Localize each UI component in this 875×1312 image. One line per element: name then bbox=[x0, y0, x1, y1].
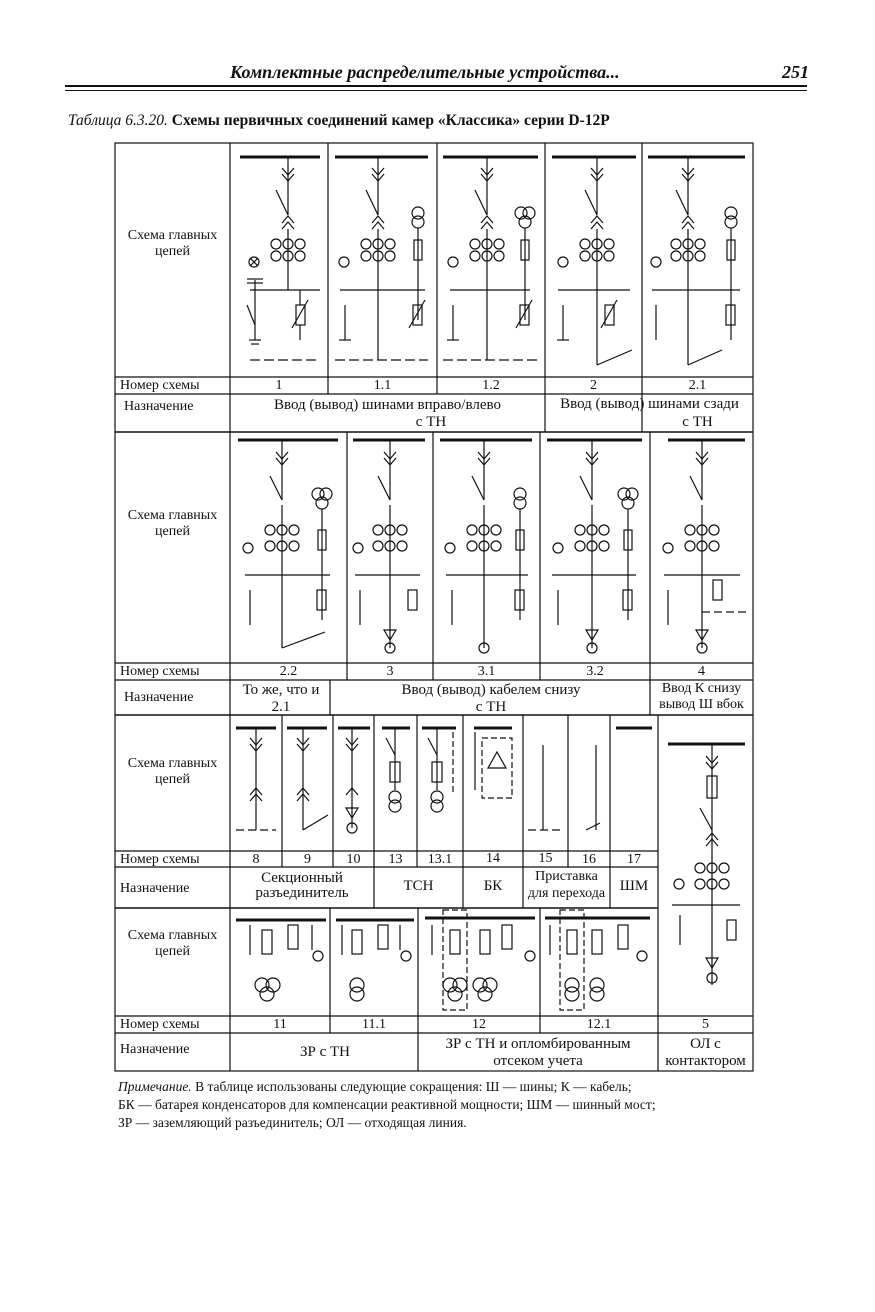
purpose-text: Приставка bbox=[535, 869, 598, 884]
purpose-text: Ввод К снизу bbox=[661, 681, 742, 696]
purpose-text: БК bbox=[483, 878, 503, 894]
scheme-number: 17 bbox=[627, 852, 641, 867]
scheme-number: 13.1 bbox=[427, 852, 453, 867]
row-label-scheme-4: Схема главных цепей bbox=[127, 928, 218, 959]
scheme-8-drawing bbox=[236, 728, 276, 830]
row-label-scheme-2: Схема главных цепей bbox=[127, 508, 218, 539]
scheme-number: 2 bbox=[590, 378, 597, 393]
scheme-11-1-drawing bbox=[336, 920, 414, 1001]
table-caption-title: Схемы первичных соединений камер «Классика» серии D-12P bbox=[171, 112, 610, 129]
scheme-2-2-drawing bbox=[238, 440, 338, 648]
scheme-number: 13 bbox=[388, 852, 403, 867]
table-note bbox=[118, 1078, 778, 1132]
scheme-5-drawing bbox=[668, 744, 745, 985]
purpose-text: с ТН bbox=[682, 414, 713, 430]
scheme-number: 5 bbox=[702, 1017, 709, 1032]
note-label: Примечание. bbox=[118, 1079, 192, 1094]
scheme-number: 16 bbox=[582, 852, 596, 867]
purpose-text: Секционный bbox=[261, 870, 343, 886]
scheme-number: 3.1 bbox=[477, 664, 496, 679]
purpose-text: Ввод (вывод) шинами вправо/влево bbox=[274, 397, 501, 413]
row-label-number-1: Номер схемы bbox=[120, 378, 200, 393]
row-label-number-3: Номер схемы bbox=[120, 852, 200, 867]
page-number: 251 bbox=[782, 62, 809, 82]
purpose-text: 2.1 bbox=[271, 699, 291, 715]
purpose-text: ЗР с ТН bbox=[299, 1044, 350, 1060]
note-line-3: ЗР — заземляющий разъединитель; ОЛ — отходящая линия. bbox=[118, 1115, 467, 1130]
scheme-10-drawing bbox=[338, 728, 370, 833]
note-line-1 bbox=[118, 1078, 778, 1096]
purpose-text: вывод Ш вбок bbox=[659, 697, 744, 712]
purpose-text: контактором bbox=[665, 1053, 746, 1069]
scheme-number: 1 bbox=[275, 378, 283, 393]
purpose-text: разъединитель bbox=[255, 885, 349, 901]
scheme-number: 12 bbox=[472, 1017, 486, 1032]
purpose-text: с ТН bbox=[415, 414, 447, 430]
scheme-number: 4 bbox=[698, 664, 705, 679]
row-label-purpose-4: Назначение bbox=[120, 1042, 190, 1057]
purpose-text: ТСН bbox=[403, 878, 434, 894]
purpose-text: с ТН bbox=[475, 699, 507, 715]
scheme-3-2-drawing bbox=[547, 440, 642, 653]
purpose-text: ОЛ с bbox=[690, 1036, 721, 1052]
scheme-3-1-drawing bbox=[440, 440, 532, 653]
row-label-purpose-2: Назначение bbox=[124, 690, 194, 705]
scheme-2-drawing bbox=[552, 157, 636, 365]
row-label-purpose-1: Назначение bbox=[124, 399, 194, 414]
scheme-14-drawing bbox=[474, 728, 512, 798]
scheme-number: 1.1 bbox=[373, 378, 392, 393]
scheme-12-drawing bbox=[425, 910, 535, 1010]
scheme-number: 15 bbox=[538, 851, 553, 866]
scheme-number: 10 bbox=[346, 852, 361, 867]
row-label-scheme-1: Схема главных цепей bbox=[127, 228, 218, 259]
scheme-1-1-drawing bbox=[335, 157, 428, 360]
row-label-scheme-3: Схема главных цепей bbox=[127, 756, 218, 787]
scheme-number: 9 bbox=[304, 852, 311, 867]
scheme-number: 11 bbox=[273, 1017, 287, 1032]
scheme-3-drawing bbox=[353, 440, 425, 653]
purpose-text: отсеком учета bbox=[493, 1053, 583, 1069]
row-label-purpose-3: Назначение bbox=[120, 881, 190, 896]
scheme-1-2-drawing bbox=[443, 157, 538, 360]
purpose-text: ШМ bbox=[619, 878, 649, 894]
scheme-13-1-drawing bbox=[422, 728, 456, 812]
note-text-1: В таблице использованы следующие сокращения: Ш — шины; К — кабель; bbox=[195, 1079, 632, 1094]
running-header-title: Комплектные распределительные устройства... bbox=[230, 62, 620, 82]
row-label-number-4: Номер схемы bbox=[120, 1017, 200, 1032]
scheme-9-drawing bbox=[287, 728, 328, 830]
purpose-text: ЗР с ТН и опломбированным bbox=[445, 1036, 631, 1052]
scheme-13-drawing bbox=[382, 728, 410, 812]
scheme-number: 2.1 bbox=[688, 378, 707, 393]
scheme-15-drawing bbox=[528, 745, 560, 830]
purpose-text: То же, что и bbox=[242, 682, 320, 698]
scheme-12-1-drawing bbox=[545, 910, 650, 1010]
scheme-11-drawing bbox=[236, 920, 326, 1001]
row-label-number-2: Номер схемы bbox=[120, 664, 200, 679]
scheme-number: 1.2 bbox=[482, 378, 500, 393]
scheme-number: 12.1 bbox=[586, 1017, 612, 1032]
scheme-number: 2.2 bbox=[279, 664, 298, 679]
scheme-16-drawing bbox=[586, 745, 600, 830]
purpose-text: для перехода bbox=[527, 886, 606, 901]
purpose-text: Ввод (вывод) шинами сзади bbox=[560, 396, 739, 412]
table-caption-label: Таблица 6.3.20. bbox=[68, 112, 168, 129]
scheme-number: 8 bbox=[252, 852, 260, 867]
scheme-number: 11.1 bbox=[362, 1017, 386, 1032]
scheme-number: 3 bbox=[386, 664, 394, 679]
scheme-number: 14 bbox=[486, 851, 500, 866]
note-line-2: БК — батарея конденсаторов для компенсации реактивной мощности; ШМ — шинный мост; bbox=[118, 1097, 656, 1112]
scheme-2-1-drawing bbox=[648, 157, 745, 365]
purpose-text: Ввод (вывод) кабелем снизу bbox=[401, 682, 581, 698]
scheme-1-drawing bbox=[240, 157, 320, 360]
scheme-number: 3.2 bbox=[586, 664, 604, 679]
scheme-4-drawing bbox=[663, 440, 748, 653]
